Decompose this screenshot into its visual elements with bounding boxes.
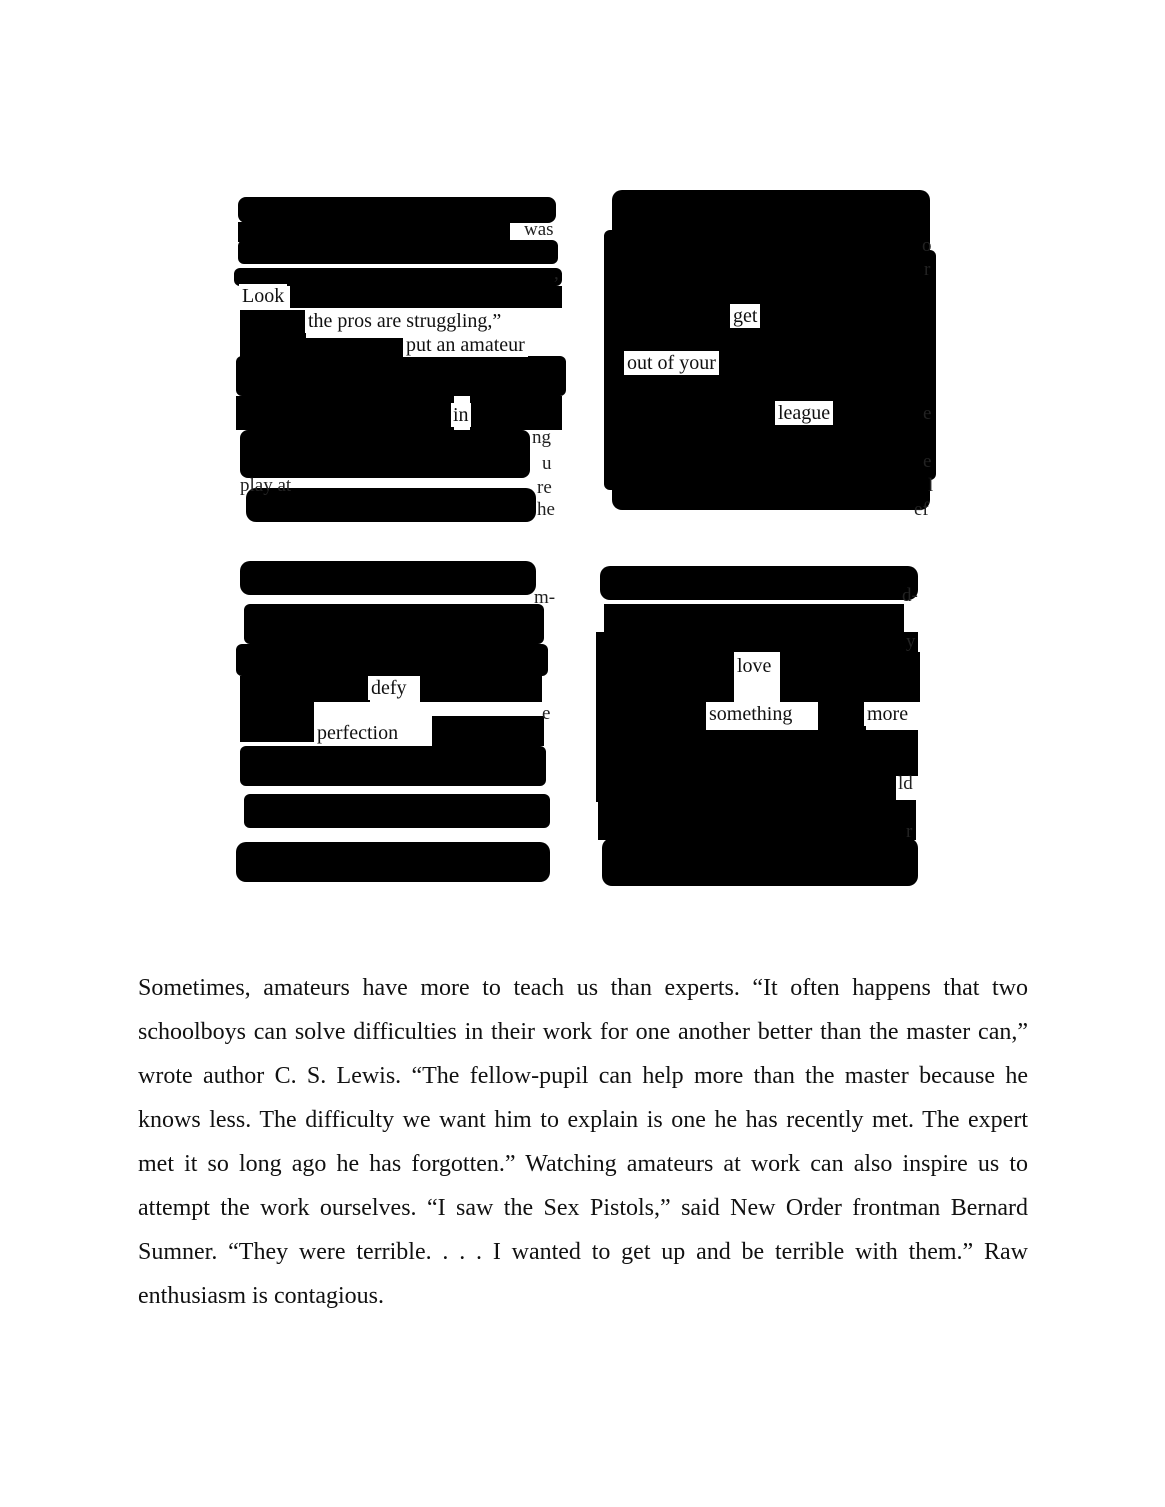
partial-text: e <box>923 451 932 472</box>
partial-text: ld <box>898 773 913 794</box>
redaction-stroke <box>920 250 936 480</box>
partial-text: re <box>537 477 552 498</box>
redaction-stroke <box>240 561 536 595</box>
partial-text: was <box>524 219 554 240</box>
redaction-stroke <box>240 310 306 338</box>
redaction-stroke <box>604 604 904 634</box>
redaction-stroke <box>240 676 370 702</box>
poem-word: out of your <box>624 351 719 375</box>
redaction-stroke <box>240 746 546 786</box>
redaction-stroke <box>432 716 544 746</box>
poem-word: Look <box>239 284 287 308</box>
poem-word: love <box>734 654 774 678</box>
poem-word: league <box>775 401 833 425</box>
poem-word: more <box>864 702 911 726</box>
redaction-stroke <box>238 197 556 223</box>
poem-word: defy <box>368 676 410 700</box>
partial-text: u <box>542 453 552 474</box>
redaction-stroke <box>596 652 734 702</box>
poem-word: put an amateur <box>403 333 528 357</box>
partial-text: d- <box>902 585 918 606</box>
redaction-stroke <box>236 356 566 396</box>
redaction-stroke <box>596 632 918 652</box>
redaction-stroke <box>244 604 544 644</box>
redaction-stroke <box>236 396 454 430</box>
redaction-stroke <box>598 800 916 840</box>
redaction-stroke <box>240 430 530 478</box>
poem-word: perfection <box>314 721 401 745</box>
redaction-stroke <box>238 222 510 242</box>
poem-word: something <box>706 702 795 726</box>
partial-text: l <box>928 475 934 496</box>
poem-word: the pros are struggling,” <box>305 309 504 333</box>
redaction-stroke <box>236 644 548 676</box>
redaction-stroke <box>290 286 562 308</box>
partial-text: r <box>906 821 913 842</box>
partial-text: ng <box>532 427 551 448</box>
partial-text: r <box>924 259 931 280</box>
partial-text: play at <box>240 475 292 496</box>
partial-text: he <box>537 499 555 520</box>
poem-word: in <box>453 404 469 426</box>
partial-text: o <box>922 235 932 256</box>
redaction-stroke <box>818 702 866 732</box>
partial-text: , <box>554 263 559 284</box>
redaction-stroke <box>420 676 542 702</box>
body-paragraph: Sometimes, amateurs have more to teach us than experts. “It often happens that two schoolboys can solve difficulties in their work for one another better than the master can,” wrote author C. S. Lewis. “The fellow-pupil can help more than the master because he knows less. The difficulty we want him to explain is one he has recently met. The expert met it so long ago he has forgotten.” Watching amateurs at work can also inspire us to attempt the work ourselves. “I saw the Sex Pistols,” said New Order frontman Bernard Sumner. “They were terrible. . . . I wanted to get up and be terrible with them.” Raw enthusiasm is contagious. <box>138 975 1028 1309</box>
redaction-stroke <box>470 396 562 430</box>
redaction-stroke <box>238 240 558 264</box>
redaction-stroke <box>596 730 918 776</box>
poem-word: get <box>730 304 760 328</box>
redaction-stroke <box>236 842 550 882</box>
partial-text: ef <box>914 499 929 520</box>
redaction-stroke <box>780 652 920 702</box>
redaction-stroke <box>604 230 624 490</box>
partial-text: e <box>923 403 932 424</box>
partial-text: y <box>906 631 916 652</box>
partial-text: m- <box>534 587 556 608</box>
redaction-stroke <box>600 566 918 600</box>
redaction-stroke <box>240 702 314 742</box>
redaction-stroke <box>596 702 706 732</box>
redaction-stroke <box>596 776 896 802</box>
partial-text: e <box>542 703 551 724</box>
redaction-stroke <box>602 838 918 886</box>
redaction-stroke <box>244 794 550 828</box>
redaction-block <box>612 190 930 510</box>
